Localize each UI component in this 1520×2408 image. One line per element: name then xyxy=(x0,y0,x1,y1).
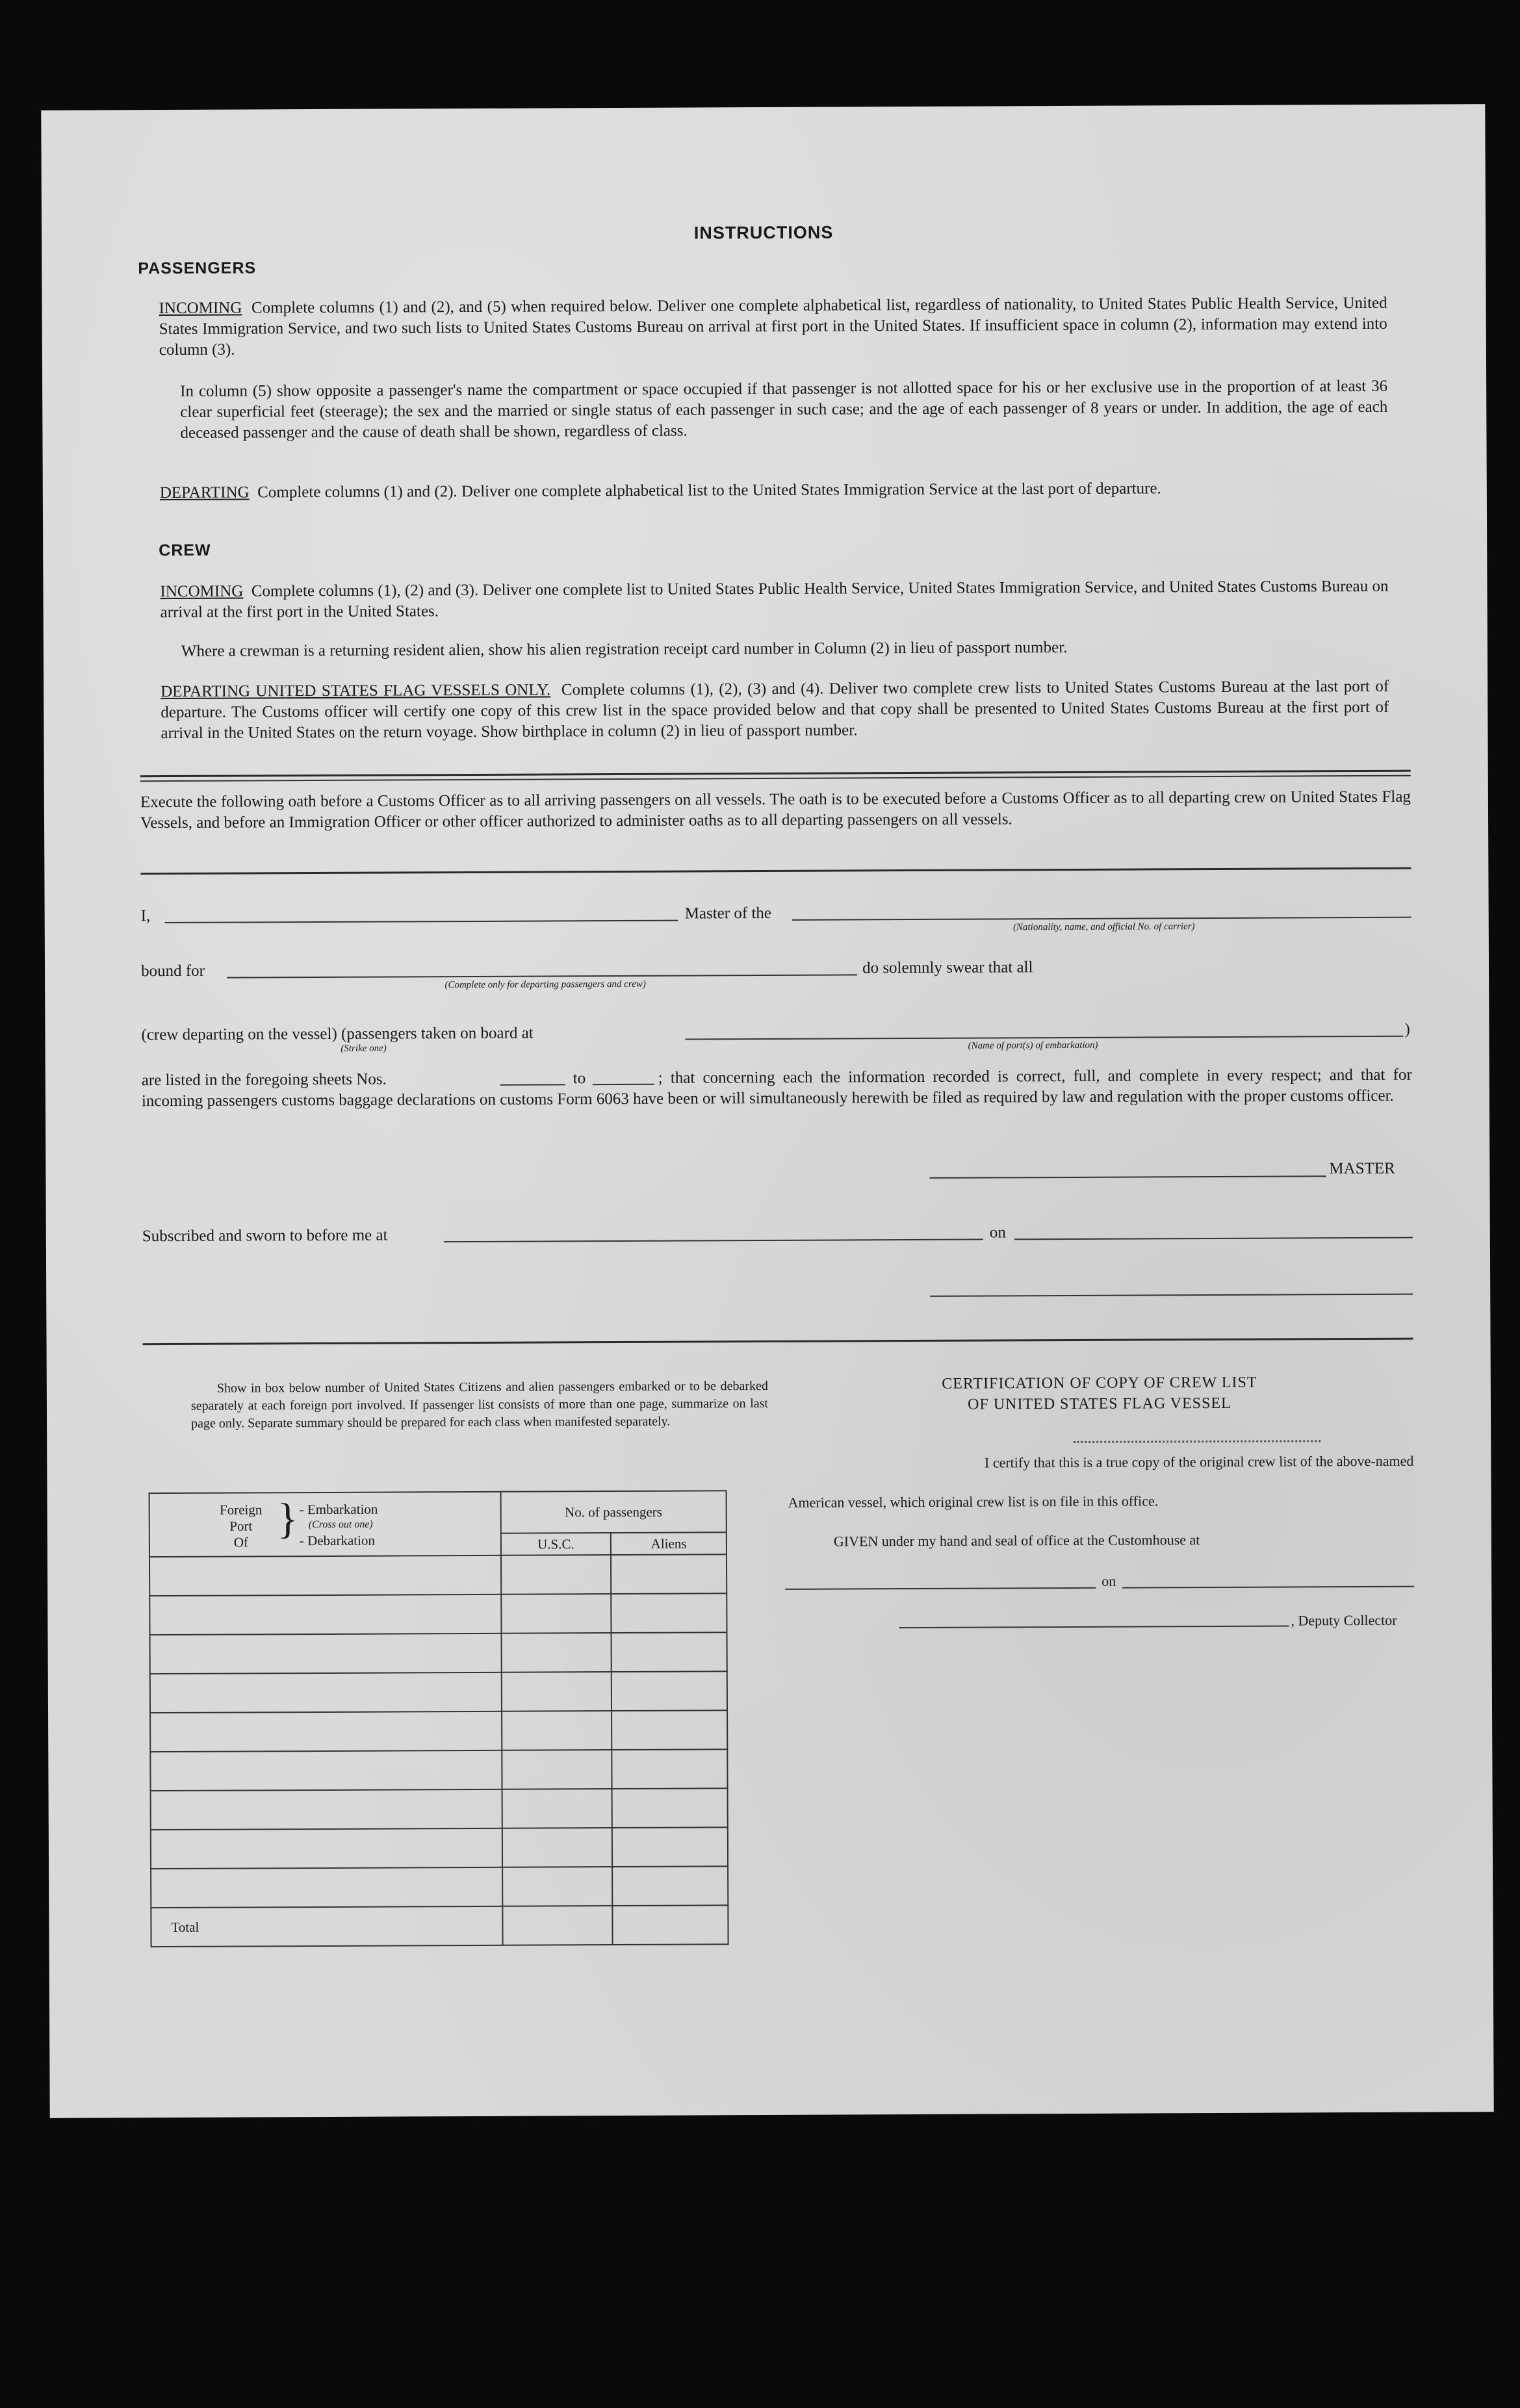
oath-master-of: Master of the xyxy=(684,904,772,923)
certification-line-2: American vessel, which original crew list is on file in this office. xyxy=(788,1492,1159,1511)
usc-cell[interactable] xyxy=(502,1867,613,1906)
aliens-header: Aliens xyxy=(611,1532,727,1555)
master-signature-field[interactable] xyxy=(929,1161,1326,1179)
crew-departing-label: DEPARTING UNITED STATES FLAG VESSELS ONLY. xyxy=(161,681,551,701)
deputy-signature-field[interactable] xyxy=(899,1611,1289,1629)
customhouse-date-field[interactable] xyxy=(1122,1572,1414,1589)
usc-cell[interactable] xyxy=(501,1594,612,1633)
master-label: MASTER xyxy=(1329,1159,1395,1178)
col-of: Of xyxy=(233,1534,249,1550)
crew-incoming-label: INCOMING xyxy=(160,582,244,601)
certification-heading xyxy=(827,1372,1372,1416)
total-label: Total xyxy=(151,1906,502,1947)
aliens-cell[interactable] xyxy=(612,1710,727,1750)
port-cell[interactable] xyxy=(150,1672,502,1713)
certification-line-3: GIVEN under my hand and seal of office at the Customhouse at xyxy=(833,1531,1200,1550)
sworn-date-field[interactable] xyxy=(1014,1223,1413,1240)
aliens-total-cell[interactable] xyxy=(613,1905,728,1945)
certification-line-1: I certify that this is a true copy of the original crew list of the above-named xyxy=(984,1452,1414,1471)
usc-header: U.S.C. xyxy=(500,1533,611,1556)
passengers-incoming-paragraph xyxy=(159,293,1387,361)
port-cell[interactable] xyxy=(151,1867,502,1908)
crew-resident-paragraph: Where a crewman is a returning resident alien, show his alien registration receipt card number in Column (2) in lieu of passport number. xyxy=(181,638,1068,660)
summary-divider xyxy=(143,1338,1413,1346)
passengers-departing-text: Complete columns (1) and (2). Deliver one complete alphabetical list to the United States Immigration Service at the last port of departure. xyxy=(257,480,1161,502)
crew-departing-paragraph xyxy=(161,676,1389,744)
total-row xyxy=(151,1905,728,1947)
oath-intro: Execute the following oath before a Customs Officer as to all arriving passengers on all vessels. The oath is to be executed before a Customs Officer as to all departing crew on United States Flag Vessels, and before an Immigration Officer or other officer authorized to administer oaths as to all departing passengers on all vessels. xyxy=(140,788,1411,832)
oath-i-label: I, xyxy=(140,907,151,925)
aliens-cell[interactable] xyxy=(612,1788,728,1828)
passengers-departing-paragraph xyxy=(160,478,1388,504)
port-header-cell xyxy=(149,1492,501,1557)
port-cell[interactable] xyxy=(150,1750,502,1791)
port-cell[interactable] xyxy=(151,1789,502,1830)
usc-cell[interactable] xyxy=(501,1633,612,1672)
usc-cell[interactable] xyxy=(501,1555,612,1595)
oath-bound-for: bound for xyxy=(140,962,205,980)
certification-on: on xyxy=(1101,1572,1116,1589)
aliens-cell[interactable] xyxy=(612,1749,728,1789)
oath-swear: do solemnly swear that all xyxy=(862,958,1033,977)
oath-listed-b: ; that concerning each the information recorded is correct, full, and complete in every respect; and that for incoming passengers customs baggage declarations on customs Form 6063 have been or will simultaneously herewith be filed as required by law and regulation with the proper customs officer. xyxy=(141,1066,1412,1110)
cross-out-label: (Cross out one) xyxy=(308,1518,373,1531)
aliens-cell[interactable] xyxy=(611,1554,727,1594)
oath-listed-a: are listed in the foregoing sheets Nos. xyxy=(141,1070,387,1090)
crew-heading: CREW xyxy=(159,541,211,560)
table-row xyxy=(151,1827,728,1869)
carrier-caption: (Nationality, name, and official No. of carrier) xyxy=(1012,921,1195,933)
crew-incoming-paragraph xyxy=(160,576,1388,623)
usc-cell[interactable] xyxy=(502,1711,612,1750)
customhouse-place-field[interactable] xyxy=(785,1573,1096,1590)
embarkation-label: - Embarkation xyxy=(299,1501,378,1518)
usc-cell[interactable] xyxy=(502,1789,612,1828)
complete-caption: (Complete only for departing passengers and crew) xyxy=(444,979,646,991)
table-row xyxy=(150,1671,727,1713)
port-cell[interactable] xyxy=(150,1633,502,1674)
port-cell[interactable] xyxy=(149,1556,501,1596)
aliens-cell[interactable] xyxy=(612,1632,727,1672)
table-row xyxy=(149,1554,727,1596)
crew-departing-text: Complete columns (1), (2), (3) and (4). Deliver two complete crew lists to United States Customs Bureau at the last port of departure. The Customs officer will certify one copy of this crew list in the space provided below and that copy shall be presented to United States Customs Bureau at the first port of arrival in the United States on the return voyage. Show birthplace in column (2) in lieu of passport number. xyxy=(161,677,1389,743)
port-cell[interactable] xyxy=(149,1595,501,1635)
strike-caption: (Strike one) xyxy=(341,1043,387,1054)
aliens-cell[interactable] xyxy=(612,1827,728,1867)
oath-subscribed: Subscribed and sworn to before me at xyxy=(142,1226,388,1246)
aliens-cell[interactable] xyxy=(612,1866,728,1906)
passengers-column5-paragraph: In column (5) show opposite a passenger's name the compartment or space occupied if that passenger is not allotted space for his or her exclusive use in the proportion of at least 36 clear superficial feet (steerage); the sex and the married or single status of each passenger in such case; and the age of each passenger of 8 years or under. In addition, the age of each deceased passenger and the cause of death shall be shown, regardless of class. xyxy=(180,377,1388,442)
col-foreign: Foreign xyxy=(219,1502,263,1518)
oath-on: on xyxy=(989,1223,1006,1242)
usc-cell[interactable] xyxy=(502,1750,612,1789)
certification-heading-1: CERTIFICATION OF COPY OF CREW LIST xyxy=(942,1374,1257,1392)
oath-close-paren: ) xyxy=(1404,1020,1410,1038)
aliens-cell[interactable] xyxy=(612,1671,727,1711)
passengers-departing-label: DEPARTING xyxy=(159,483,250,502)
deputy-collector-label: , Deputy Collector xyxy=(1291,1611,1397,1629)
table-row xyxy=(150,1749,727,1791)
crew-incoming-text: Complete columns (1), (2) and (3). Deliver one complete list to United States Public Health Service, United States Immigration Service, and United States Customs Bureau on arrival at the first port in the United States. xyxy=(160,577,1389,622)
summary-note: Show in box below number of United States Citizens and alien passengers embarked or to be debarked separately at each foreign port involved. If passenger list consists of more than one page, summarize on last page only. Separate summary should be prepared for each class when manifested separately. xyxy=(190,1379,769,1431)
table-row xyxy=(150,1632,727,1674)
port-caption: (Name of port(s) of embarkation) xyxy=(968,1040,1098,1051)
port-cell[interactable] xyxy=(150,1711,502,1752)
usc-cell[interactable] xyxy=(501,1672,612,1711)
table-row xyxy=(149,1593,727,1635)
port-cell[interactable] xyxy=(151,1828,502,1869)
oath-crew-departing: (crew departing on the vessel) (passengers taken on board at xyxy=(141,1024,534,1044)
usc-cell[interactable] xyxy=(502,1828,612,1867)
sworn-place-field[interactable] xyxy=(444,1225,983,1243)
aliens-cell[interactable] xyxy=(612,1593,727,1633)
debarkation-label: - Debarkation xyxy=(299,1532,375,1549)
no-passengers-header: No. of passengers xyxy=(500,1491,727,1533)
passenger-summary-table xyxy=(149,1490,729,1947)
bound-for-field[interactable] xyxy=(227,960,857,978)
col-port: Port xyxy=(229,1518,253,1534)
passengers-heading: PASSENGERS xyxy=(138,259,257,278)
embarkation-port-field[interactable] xyxy=(685,1021,1403,1040)
oath-divider xyxy=(140,867,1411,875)
passengers-incoming-text: Complete columns (1) and (2), and (5) when required below. Deliver one complete alphabetical list, regardless of nationality, to United States Public Health Service, United States Immigration Service, and two such lists to United States Customs Bureau on arrival at first port in the United States. If insufficient space in column (2), information may extend into column (3). xyxy=(159,294,1387,359)
table-row xyxy=(151,1788,728,1830)
usc-total-cell[interactable] xyxy=(502,1906,613,1945)
officer-signature-field[interactable] xyxy=(930,1279,1413,1297)
certify-dotted-field[interactable] xyxy=(1074,1433,1320,1443)
table-row xyxy=(151,1866,728,1908)
page-title: INSTRUCTIONS xyxy=(693,222,834,243)
master-name-field[interactable] xyxy=(165,906,678,923)
oath-listed-to: to xyxy=(573,1070,586,1088)
table-row xyxy=(150,1710,727,1752)
certification-heading-2: OF UNITED STATES FLAG VESSEL xyxy=(968,1394,1231,1413)
carrier-field[interactable] xyxy=(792,903,1411,921)
brace-glyph: } xyxy=(277,1495,298,1543)
form-sheet xyxy=(41,104,1493,2118)
passengers-incoming-label: INCOMING xyxy=(159,299,242,318)
